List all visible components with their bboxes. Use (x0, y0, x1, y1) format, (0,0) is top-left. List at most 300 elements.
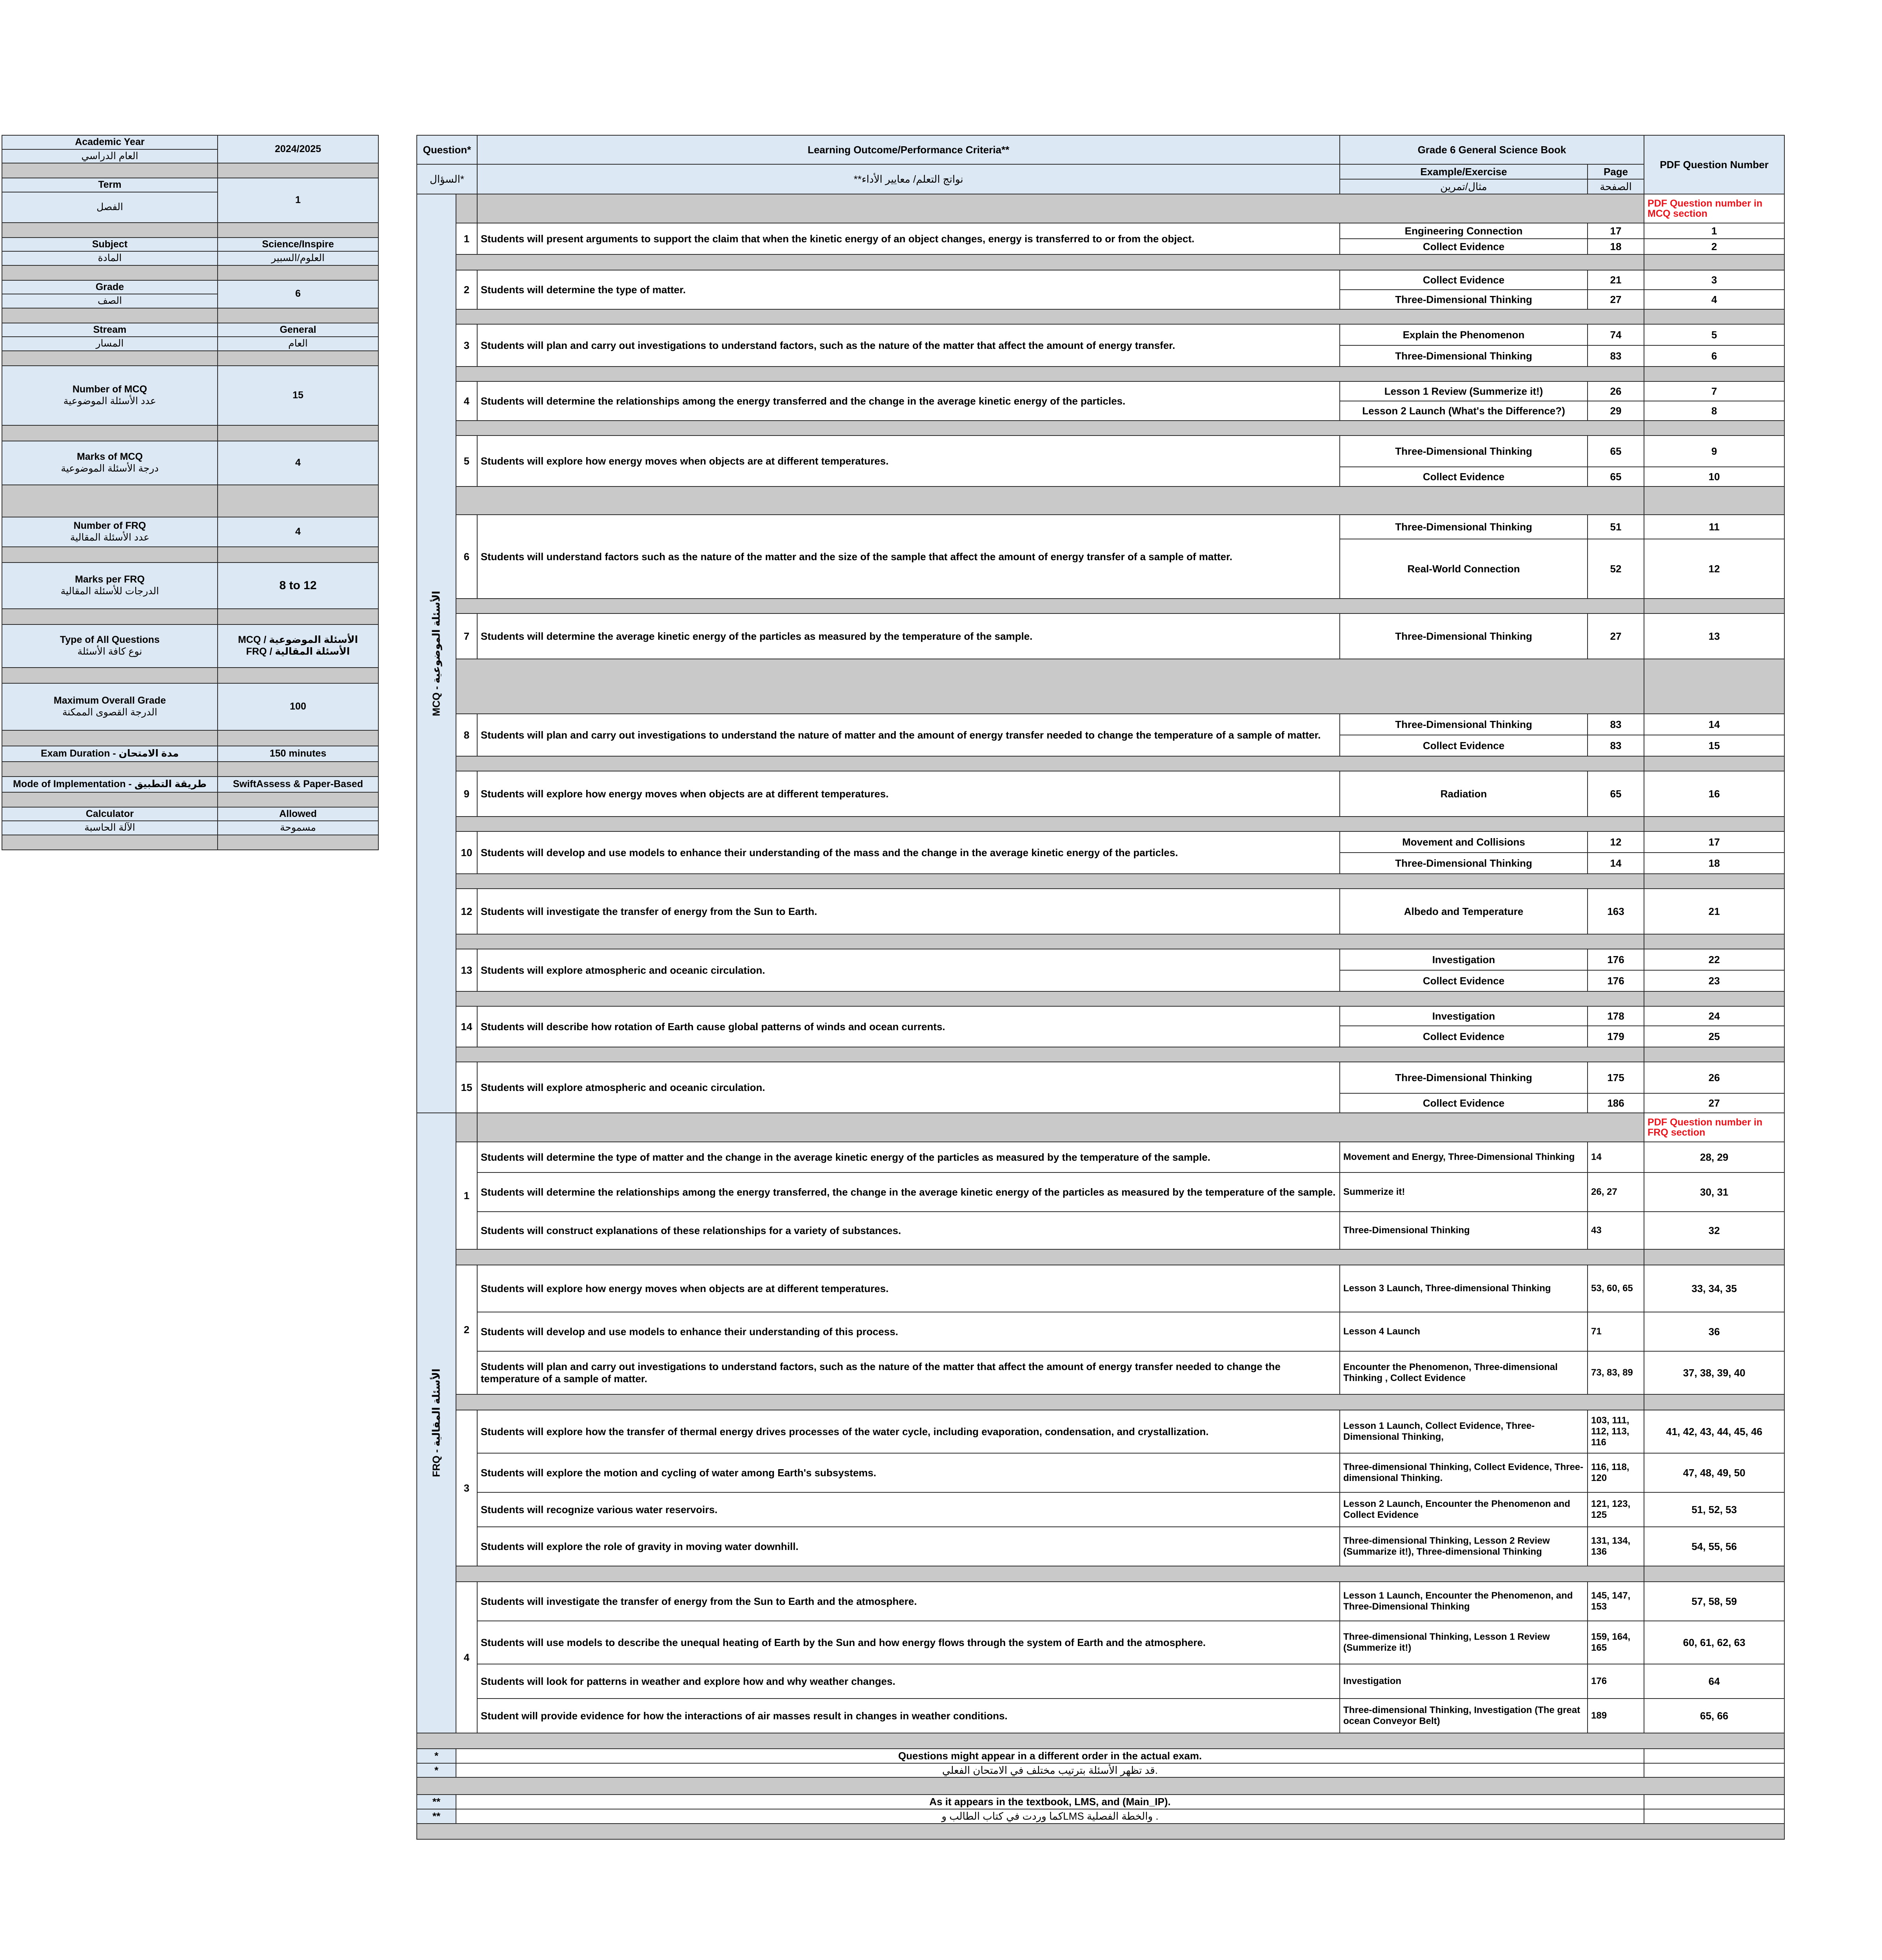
pdf-question-number: 47, 48, 49, 50 (1644, 1453, 1784, 1492)
calculator-value-ar: مسموحة (218, 821, 378, 835)
page-number: 145, 147, 153 (1588, 1582, 1644, 1621)
page-header-ar: الصفحة (1588, 179, 1644, 194)
pdf-question-number: 30, 31 (1644, 1172, 1784, 1212)
example-exercise: Encounter the Phenomenon, Three-dimensional Thinking , Collect Evidence (1340, 1351, 1588, 1394)
example-exercise: Three-Dimensional Thinking (1340, 1212, 1588, 1249)
calculator-label: Calculator (2, 807, 218, 821)
pdf-question-number: 27 (1644, 1093, 1784, 1113)
subject-label-ar: المادة (2, 251, 218, 265)
learning-outcome: Students will plan and carry out investigations to understand factors, such as the nature of the matter that affect the amount of energy transfer. (477, 324, 1340, 367)
marks-per-frq-value: 8 to 12 (218, 563, 378, 609)
example-exercise: Three-Dimensional Thinking (1340, 613, 1588, 659)
learning-outcome: Students will determine the average kinetic energy of the particles as measured by the temperature of the sample. (477, 613, 1340, 659)
question-number: 4 (456, 1582, 477, 1733)
mcq-section-label: MCQ - الأسئلة الموضوعية (417, 194, 456, 1113)
pdf-question-number: 2 (1644, 239, 1784, 254)
page-number: 43 (1588, 1212, 1644, 1249)
maximum-grade-value: 100 (218, 683, 378, 730)
table-row (417, 1212, 1784, 1249)
page-number: 121, 123, 125 (1588, 1492, 1644, 1527)
spacer-cell (456, 1394, 1644, 1410)
question-number: 2 (456, 1265, 477, 1394)
pdf-question-number: 5 (1644, 324, 1784, 345)
pdf-question-number: 54, 55, 56 (1644, 1527, 1784, 1566)
spacer-cell (456, 817, 1644, 831)
learning-outcome: Students will explore how energy moves when objects are at different temperatures. (477, 1265, 1340, 1312)
page-number: 83 (1588, 714, 1644, 735)
table-row (417, 223, 1784, 239)
table-row (417, 1809, 1784, 1824)
example-exercise: Lesson 3 Launch, Three-dimensional Thinking (1340, 1265, 1588, 1312)
spacer-cell (456, 934, 1644, 949)
page-number: 73, 83, 89 (1588, 1351, 1644, 1394)
question-number: 10 (456, 831, 477, 874)
table-row (417, 194, 1784, 223)
table-row (417, 874, 1784, 889)
spacer-cell (456, 194, 477, 223)
table-row (417, 1566, 1784, 1582)
number-of-frq-label: Number of FRQ عدد الأسئلة المقالية (2, 517, 218, 547)
book-header: Grade 6 General Science Book (1340, 135, 1644, 164)
example-exercise: Radiation (1340, 771, 1588, 817)
page-number: 74 (1588, 324, 1644, 345)
learning-outcome: Students will use models to describe the unequal heating of Earth by the Sun and how energy flows through the system of Earth and the atmosphere. (477, 1621, 1340, 1664)
exam-info-table (2, 135, 379, 850)
learning-outcome: Students will develop and use models to enhance their understanding of the mass and the change in the average kinetic energy of the particles. (477, 831, 1340, 874)
example-exercise: Albedo and Temperature (1340, 889, 1588, 934)
marks-per-frq-label: Marks per FRQ الدرجات للأسئلة المقالية (2, 563, 218, 609)
number-of-mcq-label: Number of MCQ عدد الأسئلة الموضوعية (2, 366, 218, 425)
table-row (417, 1249, 1784, 1265)
page-number: 83 (1588, 735, 1644, 756)
example-exercise: Explain the Phenomenon (1340, 324, 1588, 345)
learning-outcome: Students will look for patterns in weather and explore how and why weather changes. (477, 1664, 1340, 1699)
page-number: 83 (1588, 345, 1644, 367)
mcq-pdf-note: PDF Question number in MCQ section (1644, 194, 1784, 223)
page-number: 65 (1588, 467, 1644, 486)
page-number: 53, 60, 65 (1588, 1265, 1644, 1312)
learning-outcome: Students will explore the motion and cycling of water among Earth's subsystems. (477, 1453, 1340, 1492)
table-row (417, 1047, 1784, 1062)
note-empty-cell (1644, 1749, 1784, 1763)
note-text: Questions might appear in a different order in the actual exam. (456, 1749, 1644, 1763)
question-number: 8 (456, 714, 477, 756)
example-exercise: Collect Evidence (1340, 1093, 1588, 1113)
table-row (417, 714, 1784, 735)
example-exercise: Collect Evidence (1340, 239, 1588, 254)
table-row (417, 367, 1784, 381)
note-empty-cell (1644, 1795, 1784, 1809)
table-row (417, 1142, 1784, 1172)
example-exercise: Lesson 1 Launch, Collect Evidence, Three-Dimensional Thinking, (1340, 1410, 1588, 1453)
spacer-cell (1644, 1047, 1784, 1062)
table-row (417, 889, 1784, 934)
pdf-question-number: 1 (1644, 223, 1784, 239)
page-number: 14 (1588, 853, 1644, 874)
learning-outcome: Students will understand factors such as the nature of the matter and the size of the sample that affect the amount of energy transfer of a sample of matter. (477, 515, 1340, 599)
example-exercise: Investigation (1340, 949, 1588, 970)
example-exercise: Three-dimensional Thinking, Lesson 1 Review (Summerize it!) (1340, 1621, 1588, 1664)
page-number: 26 (1588, 381, 1644, 401)
table-row (417, 254, 1784, 270)
spacer-cell (456, 367, 1644, 381)
subject-label: Subject (2, 238, 218, 252)
calculator-label-ar: الآلة الحاسبة (2, 821, 218, 835)
frq-section-label: FRQ - الأسئلة المقالية (417, 1113, 456, 1733)
learning-outcome: Students will develop and use models to enhance their understanding of this process. (477, 1312, 1340, 1351)
subject-value: Science/Inspire (218, 238, 378, 252)
pdf-question-number: 41, 42, 43, 44, 45, 46 (1644, 1410, 1784, 1453)
learning-outcome: Student will provide evidence for how the interactions of air masses result in changes in weather conditions. (477, 1699, 1340, 1733)
pdf-question-number: 28, 29 (1644, 1142, 1784, 1172)
example-exercise: Lesson 2 Launch (What's the Difference?) (1340, 401, 1588, 421)
learning-outcome: Students will recognize various water reservoirs. (477, 1492, 1340, 1527)
note-text: كما وردت في كتاب الطالب وLMS والخطة الفصلية . (456, 1809, 1644, 1824)
table-row (417, 1763, 1784, 1778)
question-number: 15 (456, 1062, 477, 1113)
spacer-cell (1644, 367, 1784, 381)
spacer-cell (456, 1047, 1644, 1062)
table-row (417, 817, 1784, 831)
learning-outcome: Students will explore how the transfer of thermal energy drives processes of the water cycle, including evaporation, condensation, and crystallization. (477, 1410, 1340, 1453)
frq-pdf-note: PDF Question number in FRQ section (1644, 1113, 1784, 1142)
table-row (417, 1006, 1784, 1026)
table-row (417, 324, 1784, 345)
pdf-question-number: 15 (1644, 735, 1784, 756)
spacer-cell (1644, 659, 1784, 714)
example-header-ar: مثال/تمرين (1340, 179, 1588, 194)
table-row (417, 1733, 1784, 1749)
learning-outcome: Students will plan and carry out investigations to understand the nature of matter and the amount of energy transfer needed to change the temperature of a sample of matter. (477, 714, 1340, 756)
spacer-cell (417, 1733, 1784, 1749)
learning-outcome: Students will explore atmospheric and oceanic circulation. (477, 1062, 1340, 1113)
outcome-header-ar: **نواتج التعلم/ معايير الأداء (477, 164, 1340, 194)
pdf-question-number: 24 (1644, 1006, 1784, 1026)
outcome-header: Learning Outcome/Performance Criteria** (477, 135, 1340, 164)
example-exercise: Engineering Connection (1340, 223, 1588, 239)
table-row (417, 1394, 1784, 1410)
spacer-cell (1644, 1394, 1784, 1410)
example-exercise: Movement and Collisions (1340, 831, 1588, 853)
pdf-question-number: 10 (1644, 467, 1784, 486)
question-type-value: MCQ / الأسئلة الموضوعية FRQ / الأسئلة المقالية (218, 624, 378, 668)
subject-value-ar: العلوم/السبير (218, 251, 378, 265)
spacer-cell (477, 1113, 1644, 1142)
example-exercise: Collect Evidence (1340, 270, 1588, 290)
spacer-cell (417, 1824, 1784, 1839)
table-row (417, 436, 1784, 467)
page-number: 131, 134, 136 (1588, 1527, 1644, 1566)
learning-outcome: Students will explore the role of gravity in moving water downhill. (477, 1527, 1340, 1566)
question-number: 14 (456, 1006, 477, 1047)
example-exercise: Movement and Energy, Three-Dimensional Thinking (1340, 1142, 1588, 1172)
example-exercise: Three-dimensional Thinking, Collect Evidence, Three-dimensional Thinking. (1340, 1453, 1588, 1492)
page-number: 186 (1588, 1093, 1644, 1113)
table-row (417, 486, 1784, 515)
spacer-cell (456, 874, 1644, 889)
page-number: 26, 27 (1588, 1172, 1644, 1212)
number-of-frq-value: 4 (218, 517, 378, 547)
spacer-cell (417, 1777, 1784, 1795)
exam-duration-value: 150 minutes (218, 746, 378, 762)
pdf-question-number: 18 (1644, 853, 1784, 874)
learning-outcome: Students will explore atmospheric and oceanic circulation. (477, 949, 1340, 991)
example-exercise: Three-Dimensional Thinking (1340, 345, 1588, 367)
spacer-cell (456, 1113, 477, 1142)
pdf-question-number: 37, 38, 39, 40 (1644, 1351, 1784, 1394)
pdf-question-number: 7 (1644, 381, 1784, 401)
example-exercise: Lesson 1 Review (Summerize it!) (1340, 381, 1588, 401)
page-number: 65 (1588, 436, 1644, 467)
exam-duration-label: Exam Duration - مدة الامتحان (2, 746, 218, 762)
table-row (417, 1492, 1784, 1527)
page-number: 18 (1588, 239, 1644, 254)
example-header: Example/Exercise (1340, 164, 1588, 179)
example-exercise: Three-Dimensional Thinking (1340, 436, 1588, 467)
grade-value: 6 (218, 280, 378, 308)
table-row (417, 270, 1784, 290)
pdf-question-number: 6 (1644, 345, 1784, 367)
frq-section (417, 1113, 1784, 1733)
page-number: 12 (1588, 831, 1644, 853)
learning-outcome: Students will investigate the transfer of energy from the Sun to Earth. (477, 889, 1340, 934)
stream-label-ar: المسار (2, 337, 218, 351)
page-number: 189 (1588, 1699, 1644, 1733)
page-number: 159, 164, 165 (1588, 1621, 1644, 1664)
example-exercise: Collect Evidence (1340, 735, 1588, 756)
table-row (417, 1527, 1784, 1566)
spacer-cell (456, 991, 1644, 1006)
grade-label: Grade (2, 280, 218, 294)
page-number: 52 (1588, 539, 1644, 599)
spacer-cell (456, 309, 1644, 324)
question-number: 2 (456, 270, 477, 309)
table-row (417, 1453, 1784, 1492)
question-number: 12 (456, 889, 477, 934)
spacer-cell (456, 756, 1644, 771)
page-number: 176 (1588, 949, 1644, 970)
calculator-value: Allowed (218, 807, 378, 821)
page-header: Page (1588, 164, 1644, 179)
page-number: 116, 118, 120 (1588, 1453, 1644, 1492)
mcq-section (417, 194, 1784, 1113)
maximum-grade-label: Maximum Overall Grade الدرجة القصوى الممكنة (2, 683, 218, 730)
notes-section (417, 1733, 1784, 1839)
question-number: 1 (456, 1142, 477, 1249)
pdf-question-number: 51, 52, 53 (1644, 1492, 1784, 1527)
spacer-cell (477, 194, 1644, 223)
stream-value: General (218, 323, 378, 337)
note-text: قد تظهر الأسئلة بترتيب مختلف في الامتحان الفعلي. (456, 1763, 1644, 1778)
example-exercise: Three-Dimensional Thinking (1340, 714, 1588, 735)
spacer-cell (456, 254, 1644, 270)
table-row (417, 1312, 1784, 1351)
page-number: 163 (1588, 889, 1644, 934)
page-number: 17 (1588, 223, 1644, 239)
question-number: 5 (456, 436, 477, 486)
pdf-question-number: 23 (1644, 970, 1784, 991)
learning-outcome: Students will plan and carry out investigations to understand factors, such as the nature of the matter that affect the amount of energy transfer needed to change the temperature of a sample of matter. (477, 1351, 1340, 1394)
table-row (417, 756, 1784, 771)
table-row (417, 1795, 1784, 1809)
spacer-cell (1644, 817, 1784, 831)
table-row (417, 771, 1784, 817)
learning-outcome: Students will determine the type of matter. (477, 270, 1340, 309)
page-number: 176 (1588, 1664, 1644, 1699)
page-number: 179 (1588, 1026, 1644, 1047)
table-row (417, 1749, 1784, 1763)
spacer-cell (1644, 756, 1784, 771)
table-row (417, 1172, 1784, 1212)
pdf-question-number: 64 (1644, 1664, 1784, 1699)
spacer-cell (1644, 934, 1784, 949)
learning-outcome-table (416, 135, 1785, 1840)
table-row (417, 421, 1784, 436)
page-number: 71 (1588, 1312, 1644, 1351)
pdf-question-number: 57, 58, 59 (1644, 1582, 1784, 1621)
table-row (417, 599, 1784, 613)
table-row (417, 515, 1784, 539)
spacer-cell (456, 421, 1644, 436)
example-exercise: Investigation (1340, 1664, 1588, 1699)
academic-year-value: 2024/2025 (218, 135, 378, 163)
pdf-question-number: 32 (1644, 1212, 1784, 1249)
page-number: 14 (1588, 1142, 1644, 1172)
table-row (417, 1351, 1784, 1394)
pdf-question-number: 16 (1644, 771, 1784, 817)
stream-label: Stream (2, 323, 218, 337)
stream-value-ar: العام (218, 337, 378, 351)
example-exercise: Three-Dimensional Thinking (1340, 515, 1588, 539)
academic-year-label: Academic Year (2, 135, 218, 149)
spacer-cell (456, 1249, 1644, 1265)
page-number: 27 (1588, 613, 1644, 659)
example-exercise: Three-dimensional Thinking, Lesson 2 Review (Summarize it!), Three-dimensional Thinking (1340, 1527, 1588, 1566)
table-row (417, 1113, 1784, 1142)
example-exercise: Investigation (1340, 1006, 1588, 1026)
learning-outcome: Students will determine the type of matter and the change in the average kinetic energy of the particles as measured by the temperature of the sample. (477, 1142, 1340, 1172)
question-number: 1 (456, 223, 477, 254)
mode-value: SwiftAssess & Paper-Based (218, 777, 378, 792)
table-row (417, 949, 1784, 970)
table-row (417, 1664, 1784, 1699)
example-exercise: Lesson 1 Launch, Encounter the Phenomenon, and Three-Dimensional Thinking (1340, 1582, 1588, 1621)
page-number: 29 (1588, 401, 1644, 421)
note-marker: * (417, 1763, 456, 1778)
spacer-cell (1644, 874, 1784, 889)
note-empty-cell (1644, 1763, 1784, 1778)
table-row (417, 1699, 1784, 1733)
spacer-cell (1644, 599, 1784, 613)
learning-outcome: Students will construct explanations of these relationships for a variety of substances. (477, 1212, 1340, 1249)
mode-label: Mode of Implementation - طريقة التطبيق (2, 777, 218, 792)
table-row (417, 1265, 1784, 1312)
pdf-question-number: 11 (1644, 515, 1784, 539)
question-number: 13 (456, 949, 477, 991)
table-row (417, 1062, 1784, 1093)
note-text: As it appears in the textbook, LMS, and (Main_IP). (456, 1795, 1644, 1809)
page-number: 65 (1588, 771, 1644, 817)
term-value: 1 (218, 178, 378, 223)
question-number: 7 (456, 613, 477, 659)
example-exercise: Three-dimensional Thinking, Investigation (The great ocean Conveyor Belt) (1340, 1699, 1588, 1733)
spacer-cell (1644, 486, 1784, 515)
example-exercise: Collect Evidence (1340, 467, 1588, 486)
pdf-question-number: 26 (1644, 1062, 1784, 1093)
number-of-mcq-value: 15 (218, 366, 378, 425)
example-exercise: Lesson 4 Launch (1340, 1312, 1588, 1351)
example-exercise: Three-Dimensional Thinking (1340, 290, 1588, 309)
marks-of-mcq-value: 4 (218, 441, 378, 485)
pdf-question-number: 21 (1644, 889, 1784, 934)
question-number: 3 (456, 324, 477, 367)
pdf-question-number: 3 (1644, 270, 1784, 290)
learning-outcome: Students will explore how energy moves when objects are at different temperatures. (477, 436, 1340, 486)
spacer-cell (456, 1566, 1644, 1582)
marks-of-mcq-label: Marks of MCQ درجة الأسئلة الموضوعية (2, 441, 218, 485)
learning-outcome: Students will investigate the transfer of energy from the Sun to Earth and the atmosphere. (477, 1582, 1340, 1621)
table-row (417, 381, 1784, 401)
question-number: 9 (456, 771, 477, 817)
note-empty-cell (1644, 1809, 1784, 1824)
term-label-ar: الفصل (2, 192, 218, 223)
table-row (417, 1621, 1784, 1664)
table-row (417, 934, 1784, 949)
pdf-question-number: 60, 61, 62, 63 (1644, 1621, 1784, 1664)
spacer-cell (1644, 421, 1784, 436)
example-exercise: Real-World Connection (1340, 539, 1588, 599)
learning-outcome: Students will present arguments to support the claim that when the kinetic energy of an object changes, energy is transferred to or from the object. (477, 223, 1340, 254)
table-row (417, 1824, 1784, 1839)
spacer-cell (456, 659, 1644, 714)
pdf-question-number: 9 (1644, 436, 1784, 467)
pdf-question-number: 22 (1644, 949, 1784, 970)
note-marker: * (417, 1749, 456, 1763)
question-header: Question* (417, 135, 477, 164)
spacer-cell (1644, 309, 1784, 324)
spacer-cell (1644, 1249, 1784, 1265)
pdf-question-number: 36 (1644, 1312, 1784, 1351)
page-number: 103, 111, 112, 113, 116 (1588, 1410, 1644, 1453)
learning-outcome: Students will explore how energy moves when objects are at different temperatures. (477, 771, 1340, 817)
spacer-cell (456, 599, 1644, 613)
learning-outcome: Students will describe how rotation of Earth cause global patterns of winds and ocean currents. (477, 1006, 1340, 1047)
table-row (417, 831, 1784, 853)
question-number: 3 (456, 1410, 477, 1566)
table-row (417, 1582, 1784, 1621)
table-row (417, 309, 1784, 324)
question-number: 4 (456, 381, 477, 421)
pdf-question-number: 17 (1644, 831, 1784, 853)
example-exercise: Three-Dimensional Thinking (1340, 853, 1588, 874)
spacer-cell (1644, 254, 1784, 270)
example-exercise: Three-Dimensional Thinking (1340, 1062, 1588, 1093)
spacer-cell (1644, 1566, 1784, 1582)
grade-label-ar: الصف (2, 294, 218, 308)
page-number: 51 (1588, 515, 1644, 539)
page-number: 21 (1588, 270, 1644, 290)
table-row (417, 1410, 1784, 1453)
term-label: Term (2, 178, 218, 192)
learning-outcome: Students will determine the relationships among the energy transferred and the change in the average kinetic energy of the particles. (477, 381, 1340, 421)
spacer-cell (456, 486, 1644, 515)
pdf-question-number: 14 (1644, 714, 1784, 735)
pdf-question-number: 33, 34, 35 (1644, 1265, 1784, 1312)
example-exercise: Summerize it! (1340, 1172, 1588, 1212)
note-marker: ** (417, 1795, 456, 1809)
table-row (417, 659, 1784, 714)
spacer-cell (1644, 991, 1784, 1006)
